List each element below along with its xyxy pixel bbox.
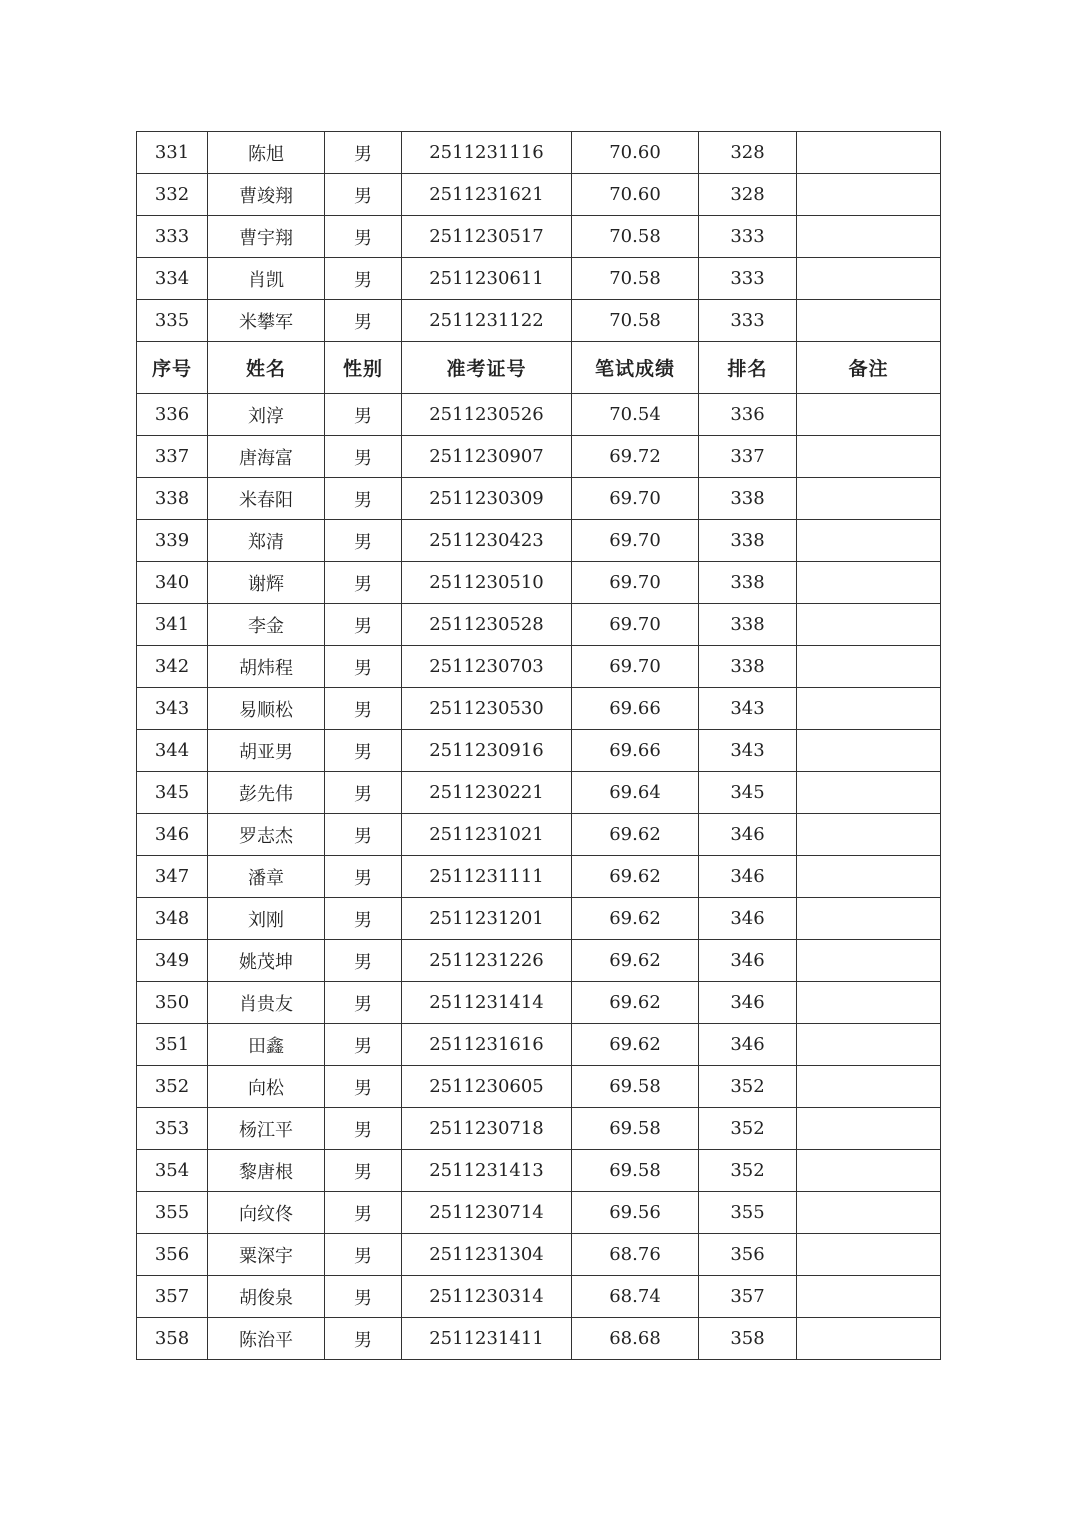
cell-index: 343 xyxy=(137,688,208,730)
cell-score: 69.70 xyxy=(572,520,699,562)
cell-index: 336 xyxy=(137,394,208,436)
table-row xyxy=(137,1108,941,1150)
cell-index: 344 xyxy=(137,730,208,772)
cell-rank: 338 xyxy=(699,646,797,688)
cell-remark xyxy=(797,1066,941,1108)
cell-rank: 346 xyxy=(699,856,797,898)
cell-exam-id: 2511230309 xyxy=(402,478,572,520)
cell-score: 69.66 xyxy=(572,730,699,772)
table-row xyxy=(137,1276,941,1318)
cell-rank: 356 xyxy=(699,1234,797,1276)
cell-name: 胡亚男 xyxy=(208,730,325,772)
cell-name: 向纹佟 xyxy=(208,1192,325,1234)
table-row xyxy=(137,1150,941,1192)
cell-name: 陈治平 xyxy=(208,1318,325,1360)
cell-remark xyxy=(797,1318,941,1360)
cell-index: 339 xyxy=(137,520,208,562)
cell-remark xyxy=(797,1024,941,1066)
cell-remark xyxy=(797,174,941,216)
cell-rank: 346 xyxy=(699,982,797,1024)
header-cell-remark: 备注 xyxy=(797,342,941,394)
table-row xyxy=(137,478,941,520)
cell-name: 曹宇翔 xyxy=(208,216,325,258)
cell-remark xyxy=(797,1234,941,1276)
cell-exam-id: 2511231616 xyxy=(402,1024,572,1066)
cell-rank: 338 xyxy=(699,478,797,520)
cell-rank: 338 xyxy=(699,520,797,562)
table-row xyxy=(137,394,941,436)
table-row xyxy=(137,300,941,342)
cell-index: 358 xyxy=(137,1318,208,1360)
cell-score: 68.74 xyxy=(572,1276,699,1318)
cell-rank: 333 xyxy=(699,216,797,258)
cell-gender: 男 xyxy=(325,982,402,1024)
cell-rank: 328 xyxy=(699,132,797,174)
cell-index: 331 xyxy=(137,132,208,174)
table-row xyxy=(137,174,941,216)
cell-score: 69.58 xyxy=(572,1066,699,1108)
cell-index: 357 xyxy=(137,1276,208,1318)
cell-exam-id: 2511230526 xyxy=(402,394,572,436)
cell-remark xyxy=(797,856,941,898)
cell-score: 69.70 xyxy=(572,604,699,646)
cell-remark xyxy=(797,940,941,982)
cell-index: 333 xyxy=(137,216,208,258)
cell-score: 69.70 xyxy=(572,478,699,520)
cell-rank: 333 xyxy=(699,258,797,300)
cell-index: 340 xyxy=(137,562,208,604)
cell-score: 70.54 xyxy=(572,394,699,436)
cell-name: 胡俊泉 xyxy=(208,1276,325,1318)
cell-remark xyxy=(797,1108,941,1150)
cell-name: 郑清 xyxy=(208,520,325,562)
cell-score: 69.70 xyxy=(572,562,699,604)
cell-gender: 男 xyxy=(325,174,402,216)
cell-rank: 338 xyxy=(699,562,797,604)
cell-index: 335 xyxy=(137,300,208,342)
cell-rank: 352 xyxy=(699,1108,797,1150)
cell-name: 潘章 xyxy=(208,856,325,898)
table-row xyxy=(137,814,941,856)
cell-exam-id: 2511231304 xyxy=(402,1234,572,1276)
cell-remark xyxy=(797,394,941,436)
cell-name: 米攀军 xyxy=(208,300,325,342)
cell-index: 350 xyxy=(137,982,208,1024)
cell-gender: 男 xyxy=(325,1318,402,1360)
cell-index: 348 xyxy=(137,898,208,940)
table-row xyxy=(137,1192,941,1234)
cell-remark xyxy=(797,646,941,688)
cell-name: 胡炜程 xyxy=(208,646,325,688)
cell-remark xyxy=(797,520,941,562)
cell-exam-id: 2511230314 xyxy=(402,1276,572,1318)
cell-remark xyxy=(797,258,941,300)
cell-score: 69.62 xyxy=(572,1024,699,1066)
table-row xyxy=(137,1318,941,1360)
cell-name: 肖凯 xyxy=(208,258,325,300)
cell-exam-id: 2511230221 xyxy=(402,772,572,814)
cell-rank: 357 xyxy=(699,1276,797,1318)
cell-exam-id: 2511230605 xyxy=(402,1066,572,1108)
cell-score: 68.68 xyxy=(572,1318,699,1360)
cell-remark xyxy=(797,982,941,1024)
cell-score: 70.58 xyxy=(572,258,699,300)
cell-score: 69.58 xyxy=(572,1150,699,1192)
cell-gender: 男 xyxy=(325,898,402,940)
cell-gender: 男 xyxy=(325,1192,402,1234)
cell-index: 346 xyxy=(137,814,208,856)
table-row xyxy=(137,216,941,258)
table-row xyxy=(137,436,941,478)
cell-gender: 男 xyxy=(325,562,402,604)
cell-rank: 355 xyxy=(699,1192,797,1234)
header-cell-gender: 性别 xyxy=(325,342,402,394)
cell-gender: 男 xyxy=(325,940,402,982)
table-row xyxy=(137,132,941,174)
table-row xyxy=(137,730,941,772)
cell-gender: 男 xyxy=(325,856,402,898)
cell-exam-id: 2511230916 xyxy=(402,730,572,772)
cell-rank: 352 xyxy=(699,1150,797,1192)
cell-exam-id: 2511231414 xyxy=(402,982,572,1024)
cell-rank: 333 xyxy=(699,300,797,342)
cell-score: 69.70 xyxy=(572,646,699,688)
cell-name: 陈旭 xyxy=(208,132,325,174)
cell-rank: 336 xyxy=(699,394,797,436)
cell-exam-id: 2511231226 xyxy=(402,940,572,982)
cell-remark xyxy=(797,1192,941,1234)
cell-exam-id: 2511230517 xyxy=(402,216,572,258)
cell-name: 刘刚 xyxy=(208,898,325,940)
cell-name: 唐海富 xyxy=(208,436,325,478)
cell-exam-id: 2511231122 xyxy=(402,300,572,342)
header-cell-score: 笔试成绩 xyxy=(572,342,699,394)
cell-remark xyxy=(797,216,941,258)
cell-name: 曹竣翔 xyxy=(208,174,325,216)
cell-exam-id: 2511230530 xyxy=(402,688,572,730)
cell-gender: 男 xyxy=(325,1024,402,1066)
cell-score: 70.58 xyxy=(572,300,699,342)
cell-gender: 男 xyxy=(325,1108,402,1150)
table-row xyxy=(137,562,941,604)
cell-gender: 男 xyxy=(325,1234,402,1276)
cell-gender: 男 xyxy=(325,394,402,436)
cell-rank: 328 xyxy=(699,174,797,216)
table-row xyxy=(137,1066,941,1108)
cell-gender: 男 xyxy=(325,1276,402,1318)
cell-score: 69.72 xyxy=(572,436,699,478)
table-row xyxy=(137,1234,941,1276)
cell-exam-id: 2511231201 xyxy=(402,898,572,940)
cell-exam-id: 2511230611 xyxy=(402,258,572,300)
cell-gender: 男 xyxy=(325,688,402,730)
cell-index: 342 xyxy=(137,646,208,688)
table-row xyxy=(137,772,941,814)
table-body-before-header xyxy=(137,132,941,342)
cell-remark xyxy=(797,478,941,520)
cell-exam-id: 2511230718 xyxy=(402,1108,572,1150)
cell-index: 334 xyxy=(137,258,208,300)
cell-index: 351 xyxy=(137,1024,208,1066)
header-cell-exam-id: 准考证号 xyxy=(402,342,572,394)
cell-rank: 338 xyxy=(699,604,797,646)
header-cell-rank: 排名 xyxy=(699,342,797,394)
cell-score: 70.60 xyxy=(572,132,699,174)
cell-remark xyxy=(797,898,941,940)
cell-gender: 男 xyxy=(325,1066,402,1108)
cell-score: 69.62 xyxy=(572,982,699,1024)
cell-name: 谢辉 xyxy=(208,562,325,604)
cell-name: 易顺松 xyxy=(208,688,325,730)
cell-rank: 346 xyxy=(699,814,797,856)
cell-rank: 343 xyxy=(699,688,797,730)
cell-remark xyxy=(797,436,941,478)
cell-exam-id: 2511231413 xyxy=(402,1150,572,1192)
cell-exam-id: 2511230907 xyxy=(402,436,572,478)
cell-name: 杨江平 xyxy=(208,1108,325,1150)
cell-rank: 346 xyxy=(699,940,797,982)
cell-gender: 男 xyxy=(325,258,402,300)
cell-rank: 337 xyxy=(699,436,797,478)
table-row xyxy=(137,688,941,730)
table-row xyxy=(137,258,941,300)
cell-gender: 男 xyxy=(325,646,402,688)
cell-name: 彭先伟 xyxy=(208,772,325,814)
cell-index: 354 xyxy=(137,1150,208,1192)
cell-remark xyxy=(797,604,941,646)
table-row xyxy=(137,898,941,940)
cell-gender: 男 xyxy=(325,604,402,646)
cell-gender: 男 xyxy=(325,436,402,478)
cell-remark xyxy=(797,730,941,772)
cell-name: 黎唐根 xyxy=(208,1150,325,1192)
cell-gender: 男 xyxy=(325,814,402,856)
cell-index: 347 xyxy=(137,856,208,898)
cell-gender: 男 xyxy=(325,300,402,342)
cell-gender: 男 xyxy=(325,1150,402,1192)
cell-remark xyxy=(797,132,941,174)
cell-remark xyxy=(797,1150,941,1192)
cell-exam-id: 2511231021 xyxy=(402,814,572,856)
cell-exam-id: 2511230510 xyxy=(402,562,572,604)
cell-rank: 352 xyxy=(699,1066,797,1108)
cell-score: 69.62 xyxy=(572,814,699,856)
cell-gender: 男 xyxy=(325,216,402,258)
table-row xyxy=(137,604,941,646)
table-header-row xyxy=(137,342,941,394)
cell-rank: 358 xyxy=(699,1318,797,1360)
score-table xyxy=(136,131,941,1360)
cell-index: 355 xyxy=(137,1192,208,1234)
cell-exam-id: 2511231411 xyxy=(402,1318,572,1360)
cell-index: 356 xyxy=(137,1234,208,1276)
cell-score: 69.64 xyxy=(572,772,699,814)
header-cell-index: 序号 xyxy=(137,342,208,394)
table-row xyxy=(137,646,941,688)
cell-rank: 346 xyxy=(699,898,797,940)
cell-index: 338 xyxy=(137,478,208,520)
cell-exam-id: 2511230714 xyxy=(402,1192,572,1234)
table-header-group xyxy=(137,342,941,394)
cell-name: 李金 xyxy=(208,604,325,646)
cell-index: 349 xyxy=(137,940,208,982)
table-body-after-header xyxy=(137,394,941,1360)
cell-gender: 男 xyxy=(325,772,402,814)
cell-exam-id: 2511230423 xyxy=(402,520,572,562)
table-row xyxy=(137,1024,941,1066)
cell-index: 352 xyxy=(137,1066,208,1108)
cell-exam-id: 2511230703 xyxy=(402,646,572,688)
cell-rank: 345 xyxy=(699,772,797,814)
cell-score: 70.60 xyxy=(572,174,699,216)
cell-name: 向松 xyxy=(208,1066,325,1108)
cell-score: 70.58 xyxy=(572,216,699,258)
cell-name: 田鑫 xyxy=(208,1024,325,1066)
cell-gender: 男 xyxy=(325,520,402,562)
cell-name: 罗志杰 xyxy=(208,814,325,856)
table-row xyxy=(137,982,941,1024)
cell-index: 332 xyxy=(137,174,208,216)
cell-rank: 346 xyxy=(699,1024,797,1066)
cell-index: 345 xyxy=(137,772,208,814)
cell-score: 69.62 xyxy=(572,940,699,982)
cell-gender: 男 xyxy=(325,730,402,772)
cell-score: 68.76 xyxy=(572,1234,699,1276)
cell-remark xyxy=(797,688,941,730)
cell-remark xyxy=(797,562,941,604)
cell-index: 337 xyxy=(137,436,208,478)
cell-gender: 男 xyxy=(325,132,402,174)
cell-name: 肖贵友 xyxy=(208,982,325,1024)
cell-rank: 343 xyxy=(699,730,797,772)
cell-gender: 男 xyxy=(325,478,402,520)
cell-score: 69.62 xyxy=(572,898,699,940)
cell-name: 粟深宇 xyxy=(208,1234,325,1276)
cell-exam-id: 2511231621 xyxy=(402,174,572,216)
cell-remark xyxy=(797,814,941,856)
cell-exam-id: 2511231116 xyxy=(402,132,572,174)
cell-index: 341 xyxy=(137,604,208,646)
cell-remark xyxy=(797,772,941,814)
cell-remark xyxy=(797,300,941,342)
cell-remark xyxy=(797,1276,941,1318)
header-cell-name: 姓名 xyxy=(208,342,325,394)
cell-name: 米春阳 xyxy=(208,478,325,520)
cell-score: 69.58 xyxy=(572,1108,699,1150)
cell-name: 姚茂坤 xyxy=(208,940,325,982)
cell-index: 353 xyxy=(137,1108,208,1150)
cell-exam-id: 2511231111 xyxy=(402,856,572,898)
table-row xyxy=(137,856,941,898)
cell-score: 69.56 xyxy=(572,1192,699,1234)
cell-name: 刘淳 xyxy=(208,394,325,436)
table-row xyxy=(137,520,941,562)
cell-exam-id: 2511230528 xyxy=(402,604,572,646)
cell-score: 69.62 xyxy=(572,856,699,898)
cell-score: 69.66 xyxy=(572,688,699,730)
table-row xyxy=(137,940,941,982)
